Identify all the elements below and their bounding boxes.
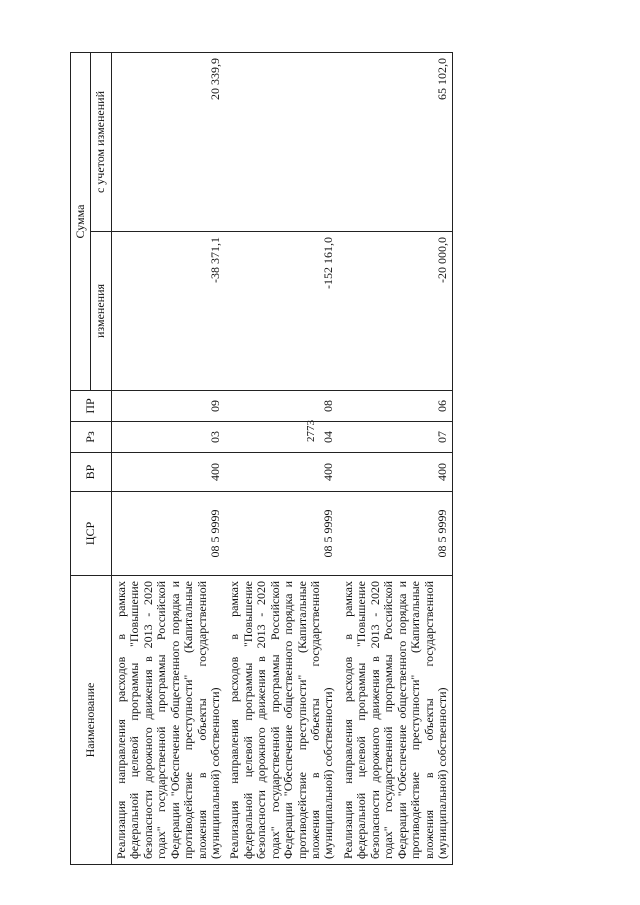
row-name: Реализация направления расходов в рамках федеральной целевой программы "Повышение безопасности дорожного движения в 2013 - 2020 годах" государственной программы Российской Федерации "Обеспечение общественного порядка и противодействие преступности" (Капитальные вложения в объекты государственной (муниципальной) собственности) <box>225 576 339 865</box>
row-name: Реализация направления расходов в рамках федеральной целевой программы "Повышение безопасности дорожного движения в 2013 - 2020 годах" государственной программы Российской Федерации "Обеспечение общественного порядка и противодействие преступности" (Капитальные вложения в объекты государственной (муниципальной) собственности) <box>111 576 225 865</box>
row-pr: 09 <box>111 391 225 422</box>
header-row <box>71 53 91 865</box>
header-name: Наименование <box>71 576 112 865</box>
header-vr: ВР <box>71 453 112 492</box>
row-rz: 03 <box>111 422 225 453</box>
row-csr: 08 5 9999 <box>111 492 225 576</box>
row-total: 20 339,9 <box>111 53 225 232</box>
row-total: 65 102,0 <box>339 53 453 232</box>
row-vr: 400 <box>111 453 225 492</box>
row-csr: 08 5 9999 <box>225 492 339 576</box>
row-name: Реализация направления расходов в рамках федеральной целевой программы "Повышение безопасности дорожного движения в 2013 - 2020 годах" государственной программы Российской Федерации "Обеспечение общественного порядка и противодействие преступности" (Капитальные вложения в объекты государственной (муниципальной) собственности) <box>339 576 453 865</box>
row-vr: 400 <box>339 453 453 492</box>
header-change: изменения <box>91 232 111 391</box>
row-change: -38 371,1 <box>111 232 225 391</box>
page-number: 2773 <box>305 420 317 442</box>
header-pr: ПР <box>71 391 112 422</box>
row-change: -152 161,0 <box>225 232 339 391</box>
row-pr: 08 <box>225 391 339 422</box>
header-csr: ЦСР <box>71 492 112 576</box>
row-total <box>225 53 339 232</box>
row-rz: 04 <box>225 422 339 453</box>
header-sum: Сумма <box>71 53 91 391</box>
header-with-changes: с учетом изменений <box>91 53 111 232</box>
row-pr: 06 <box>339 391 453 422</box>
budget-table <box>70 52 453 865</box>
row-vr: 400 <box>225 453 339 492</box>
table-row <box>111 53 225 865</box>
row-rz: 07 <box>339 422 453 453</box>
row-change: -20 000,0 <box>339 232 453 391</box>
row-csr: 08 5 9999 <box>339 492 453 576</box>
table-row <box>339 53 453 865</box>
table-row <box>225 53 339 865</box>
header-rz: Рз <box>71 422 112 453</box>
